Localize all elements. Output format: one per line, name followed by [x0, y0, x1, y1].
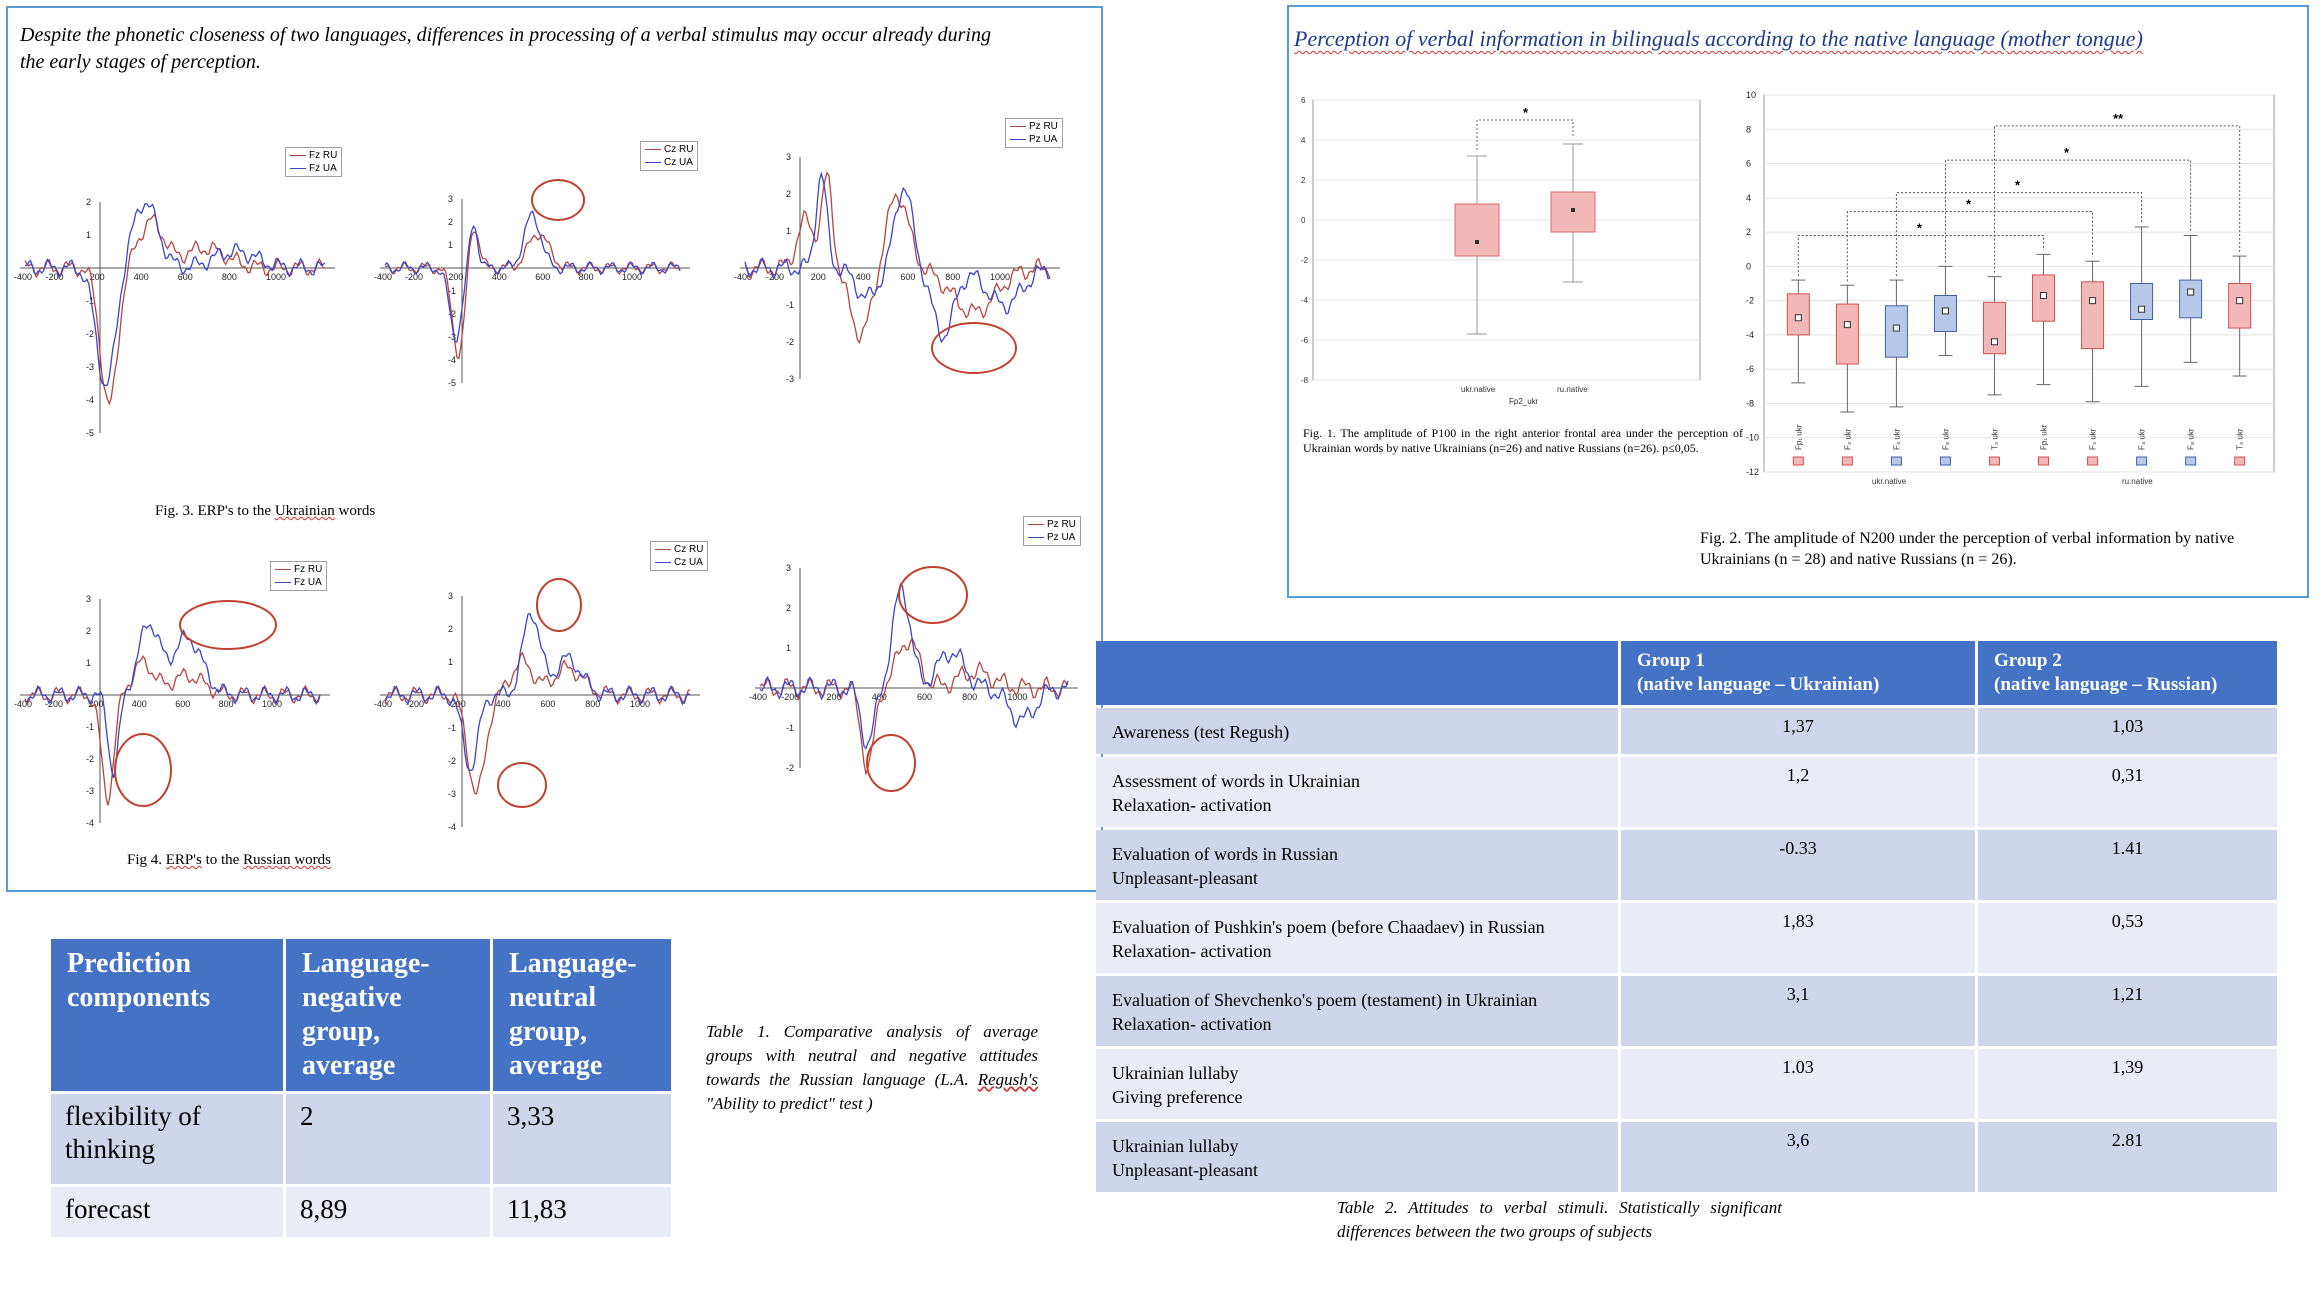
legend-label: Pz RU [1047, 519, 1076, 530]
table-row [1096, 903, 2277, 973]
caption-text: Russian words [243, 852, 331, 868]
box [2131, 284, 2153, 320]
table-row [51, 1187, 671, 1237]
y-tick-label: 1 [786, 643, 792, 653]
x-tick-label: -200 [781, 692, 800, 702]
y-tick-label: -3 [86, 786, 95, 796]
x-tick-label: 600 [900, 272, 916, 282]
highlight-circle [899, 567, 967, 623]
caption-text: to the [201, 852, 244, 868]
y-tick-label: 3 [448, 591, 454, 601]
y-tick-label: -4 [448, 822, 457, 832]
x-tick-label: 400 [871, 692, 887, 702]
median-marker [2139, 306, 2145, 312]
erp-legend-fz-rus [270, 561, 327, 591]
y-tick-label: -3 [448, 332, 457, 342]
legend-swatch-ru [1010, 126, 1026, 127]
box [2229, 284, 2251, 329]
group-label: ukr.native [1871, 477, 1907, 486]
box [1836, 304, 1858, 364]
y-tick-label: -1 [786, 300, 795, 310]
erp-legend-cz-ukr [640, 141, 698, 171]
y-tick-label: 8 [1746, 124, 1752, 135]
x-tick-label: -400 [374, 699, 393, 709]
median-marker [2188, 289, 2194, 295]
y-tick-label: -12 [1746, 467, 1760, 477]
x-tick-label: 1000 [630, 699, 651, 709]
erp-series-ru [385, 232, 680, 358]
y-tick-label: -1 [786, 723, 795, 733]
legend-swatch-ru [1028, 524, 1044, 525]
legend-swatch [1989, 457, 1999, 465]
table-cell: 1,83 [1621, 903, 1975, 973]
y-tick-label: -4 [86, 818, 95, 828]
y-tick-label: 6 [1746, 158, 1752, 169]
x-axis-title: Fp2_ukr [1509, 397, 1539, 406]
x-tick-label: Fp₁ ukr [1794, 424, 1804, 450]
x-tick-label: 1000 [1007, 692, 1028, 702]
legend-swatch [1891, 457, 1901, 465]
erp-series-ru [25, 215, 325, 404]
y-tick-label: 2 [86, 626, 92, 636]
y-tick-label: 2 [786, 189, 792, 199]
legend-swatch-ua [1010, 139, 1026, 140]
median-marker [2237, 298, 2243, 304]
x-tick-label: 800 [945, 272, 961, 282]
highlight-circle [532, 180, 584, 220]
median-marker [1571, 208, 1575, 212]
legend-swatch [2137, 457, 2147, 465]
table-row [1096, 976, 2277, 1046]
table-cell: 0,53 [1978, 903, 2277, 973]
y-tick-label: 1 [86, 230, 92, 240]
legend-label: Cz RU [674, 544, 704, 555]
x-tick-label: 600 [535, 272, 551, 282]
y-tick-label: 3 [786, 563, 792, 573]
erp-series-ru [385, 653, 690, 794]
table-cell: 2.81 [1978, 1122, 2277, 1192]
table1-header-cell: Language-neutral group, average [493, 939, 671, 1091]
highlight-circle [498, 763, 546, 807]
table1-header-cell: Language-negative group, average [286, 939, 490, 1091]
caption-text: "Ability to predict" test ) [706, 1094, 873, 1113]
y-tick-label: 0 [1301, 216, 1306, 225]
x-tick-label: 800 [962, 692, 978, 702]
median-marker [2090, 298, 2096, 304]
legend-label: Pz RU [1029, 121, 1058, 132]
caption-text: Table 1. Comparative analysis of average groups with neutral and negative attitudes towards the Russian language (L.A. [706, 1022, 1038, 1089]
right-panel-title: Perception of verbal information in bilinguals according to the native language (mother tongue) [1294, 26, 2143, 51]
caption-text: ERP's [165, 852, 202, 868]
significance-star: * [1916, 220, 1922, 236]
y-tick-label: 0 [1746, 261, 1752, 272]
intro-text: Despite the phonetic closeness of two languages, differences in processing of a verbal stimulus may occur already during the early stages of perception. [20, 24, 991, 73]
erp-series-ua [385, 614, 690, 771]
legend-swatch-ru [655, 549, 671, 550]
x-tick-label: F₈ ukr [1941, 428, 1951, 450]
plot-frame [1313, 100, 1700, 380]
significance-star: ** [2113, 110, 2124, 126]
x-tick-label: F₃ ukr [1843, 428, 1853, 450]
y-tick-label: 3 [786, 152, 792, 162]
table-cell: Evaluation of words in Russian Unpleasant-pleasant [1096, 830, 1618, 900]
x-tick-label: T₃ ukr [1990, 428, 2000, 450]
table-cell: 1.41 [1978, 830, 2277, 900]
legend-label: Fz RU [294, 564, 323, 575]
table2-header-cell: Group 1 (native language – Ukrainian) [1621, 641, 1975, 705]
median-marker [1991, 339, 1997, 345]
highlight-circle [180, 601, 276, 649]
y-tick-label: -2 [786, 763, 795, 773]
x-tick-label: 400 [133, 272, 149, 282]
median-marker [1795, 315, 1801, 321]
y-tick-label: 2 [1301, 176, 1306, 185]
table-cell: 3,1 [1621, 976, 1975, 1046]
significance-star: * [2064, 145, 2070, 161]
table2-header-cell [1096, 641, 1618, 705]
fig3-caption [155, 503, 375, 520]
table-cell: 2 [286, 1094, 490, 1184]
legend-swatch-ru [290, 155, 306, 156]
table1-header-cell: Prediction components [51, 939, 283, 1091]
y-tick-label: -5 [448, 378, 457, 388]
y-tick-label: -2 [86, 329, 95, 339]
table2-header-cell: Group 2 (native language – Russian) [1978, 641, 2277, 705]
y-tick-label: 3 [86, 594, 92, 604]
table1 [48, 936, 674, 1240]
significance-star: * [1965, 196, 1972, 212]
erp-chart-fz-rus [14, 594, 330, 828]
x-tick-label: 600 [540, 699, 556, 709]
legend-swatch-ua [1028, 537, 1044, 538]
table-row [1096, 830, 2277, 900]
legend-swatch-ua [290, 168, 306, 169]
fig4-caption [127, 852, 331, 869]
erp-series-ua [760, 584, 1068, 748]
x-tick-label: 800 [218, 699, 234, 709]
y-tick-label: -2 [448, 309, 457, 319]
erp-chart-cz-rus [374, 579, 700, 832]
y-tick-label: 4 [1746, 192, 1752, 203]
table-cell: 8,89 [286, 1187, 490, 1237]
x-tick-label: -400 [14, 272, 33, 282]
caption-text: Ukrainian [274, 503, 335, 519]
table-cell: Evaluation of Shevchenko's poem (testament) in Ukrainian Relaxation- activation [1096, 976, 1618, 1046]
y-tick-label: 2 [448, 624, 454, 634]
x-tick-label: -400 [734, 272, 753, 282]
table-cell: 1,37 [1621, 708, 1975, 754]
table-cell: 1,39 [1978, 1049, 2277, 1119]
table-row [1096, 708, 2277, 754]
box [1983, 302, 2005, 353]
x-tick-label: 200 [448, 272, 464, 282]
legend-label: Fz UA [294, 577, 322, 588]
y-tick-label: 10 [1746, 90, 1757, 100]
box [2180, 280, 2202, 318]
y-tick-label: -2 [1746, 295, 1755, 306]
x-tick-label: 200 [450, 699, 466, 709]
x-tick-label: 800 [585, 699, 601, 709]
legend-swatch [2039, 457, 2049, 465]
caption-text: Fig. 3. ERP's to the [155, 503, 275, 519]
erp-chart-cz-ukr [374, 180, 690, 388]
y-tick-label: -3 [448, 789, 457, 799]
highlight-circle [932, 323, 1016, 373]
median-marker [1942, 308, 1948, 314]
y-tick-label: -1 [448, 286, 457, 296]
x-tick-label: 200 [88, 699, 104, 709]
x-tick-label: 800 [221, 272, 237, 282]
erp-legend-cz-rus [650, 541, 708, 571]
table-cell: 1,2 [1621, 757, 1975, 827]
x-tick-label: 1000 [262, 699, 283, 709]
x-tick-label: 400 [491, 272, 507, 282]
legend-label: Cz RU [664, 144, 694, 155]
table1-header [51, 939, 671, 1091]
erp-legend-pz-ukr [1005, 118, 1063, 148]
legend-swatch [1842, 457, 1852, 465]
legend-label: Pz UA [1029, 134, 1058, 145]
y-tick-label: -8 [1301, 376, 1309, 385]
y-tick-label: 1 [448, 657, 454, 667]
x-tick-label: F₃ ukr [2088, 428, 2098, 450]
legend-label: Cz UA [664, 157, 693, 168]
y-tick-label: -2 [448, 756, 457, 766]
x-tick-label: -200 [406, 699, 425, 709]
erp-chart-fz-ukr [14, 197, 335, 438]
fig2-caption: Fig. 2. The amplitude of N200 under the perception of verbal information by native Ukrainians (n = 28) and native Russians (n = 26). [1700, 530, 2235, 568]
table-cell: Evaluation of Pushkin's poem (before Chaadaev) in Russian Relaxation- activation [1096, 903, 1618, 973]
x-tick-label: -400 [374, 272, 393, 282]
highlight-circle [537, 579, 581, 631]
y-tick-label: -4 [86, 395, 95, 405]
x-tick-label: F₄ ukr [1892, 428, 1902, 450]
x-tick-label: 200 [826, 692, 842, 702]
legend-swatch-ru [275, 569, 291, 570]
y-tick-label: 3 [448, 194, 454, 204]
median-marker [2041, 292, 2047, 298]
y-tick-label: 2 [86, 197, 92, 207]
legend-label: Cz UA [674, 557, 703, 568]
y-tick-label: -6 [1301, 336, 1309, 345]
legend-swatch [1793, 457, 1803, 465]
y-tick-label: -5 [86, 428, 95, 438]
erp-legend-pz-rus [1023, 516, 1081, 546]
x-tick-label: ukr.native [1461, 385, 1496, 394]
significance-star: * [1523, 105, 1529, 120]
x-tick-label: 400 [495, 699, 511, 709]
erp-figures [0, 0, 1110, 900]
y-tick-label: -8 [1746, 398, 1755, 409]
fig1-caption: Fig. 1. The amplitude of P100 in the right anterior frontal area under the perception of Ukrainian words by native Ukrainians (n=26) and native Russians (n=26). p≤0,05. [1303, 426, 1743, 455]
x-tick-label: -200 [45, 699, 64, 709]
x-tick-label: 1000 [990, 272, 1011, 282]
legend-label: Pz UA [1047, 532, 1076, 543]
x-tick-label: 1000 [622, 272, 643, 282]
x-tick-label: -200 [45, 272, 64, 282]
legend-swatch [2088, 457, 2098, 465]
y-tick-label: -1 [86, 296, 95, 306]
y-tick-label: -4 [1746, 329, 1755, 340]
y-tick-label: 2 [1746, 227, 1752, 238]
table-cell: Assessment of words in Ukrainian Relaxation- activation [1096, 757, 1618, 827]
y-tick-label: -2 [786, 337, 795, 347]
table-cell: 1.03 [1621, 1049, 1975, 1119]
x-tick-label: 1000 [266, 272, 287, 282]
legend-swatch-ua [655, 562, 671, 563]
x-tick-label: 400 [131, 699, 147, 709]
y-tick-label: 1 [448, 240, 454, 250]
y-tick-label: -3 [786, 374, 795, 384]
table-row [1096, 1122, 2277, 1192]
y-tick-label: -10 [1746, 432, 1760, 443]
table-cell: 3,33 [493, 1094, 671, 1184]
highlight-circle [115, 734, 171, 806]
x-tick-label: 400 [855, 272, 871, 282]
x-tick-label: Fp₁ ukr [2039, 424, 2049, 450]
fig2-boxplot [1746, 90, 2274, 486]
legend-swatch-ua [275, 582, 291, 583]
box [1455, 204, 1499, 256]
table-cell: flexibility of thinking [51, 1094, 283, 1184]
table-row [51, 1094, 671, 1184]
y-tick-label: -3 [86, 362, 95, 372]
table-cell: Awareness (test Regush) [1096, 708, 1618, 754]
y-tick-label: -6 [1746, 364, 1755, 375]
table-row [1096, 757, 2277, 827]
y-tick-label: 2 [786, 603, 792, 613]
y-tick-label: 6 [1301, 96, 1306, 105]
median-marker [1893, 325, 1899, 331]
table2-caption: Table 2. Attitudes to verbal stimuli. Statistically significant differences between the two groups of subjects [1337, 1198, 1782, 1241]
x-tick-label: 800 [578, 272, 594, 282]
table-cell: forecast [51, 1187, 283, 1237]
table-cell: Ukrainian lullaby Unpleasant-pleasant [1096, 1122, 1618, 1192]
legend-swatch-ru [645, 149, 661, 150]
y-tick-label: -4 [448, 355, 457, 365]
x-tick-label: ru.native [1557, 385, 1588, 394]
table-cell: 11,83 [493, 1187, 671, 1237]
x-tick-label: -400 [14, 699, 33, 709]
box [2082, 282, 2104, 349]
y-tick-label: -2 [1301, 256, 1309, 265]
y-tick-label: -2 [86, 754, 95, 764]
legend-label: Fz RU [309, 150, 338, 161]
highlight-circle [867, 735, 915, 791]
significance-star: * [2015, 177, 2021, 193]
x-tick-label: F₈ ukr [2186, 428, 2196, 450]
legend-swatch [1940, 457, 1950, 465]
table-cell: 3,6 [1621, 1122, 1975, 1192]
x-tick-label: -200 [405, 272, 424, 282]
erp-series-ru [25, 656, 320, 805]
table2-header [1096, 641, 2277, 705]
x-tick-label: 200 [810, 272, 826, 282]
caption-text: Fig 4. [127, 852, 166, 868]
x-tick-label: 600 [916, 692, 932, 702]
y-tick-label: 1 [786, 226, 792, 236]
x-tick-label: -400 [749, 692, 768, 702]
legend-swatch [2235, 457, 2245, 465]
x-tick-label: T₃ ukr [2235, 428, 2245, 450]
erp-chart-pz-rus [749, 563, 1078, 791]
table-cell: 1,21 [1978, 976, 2277, 1046]
y-tick-label: -4 [1301, 296, 1309, 305]
x-tick-label: 600 [175, 699, 191, 709]
table-cell: -0.33 [1621, 830, 1975, 900]
y-tick-label: -1 [86, 722, 95, 732]
y-tick-label: 2 [448, 217, 454, 227]
x-tick-label: 200 [89, 272, 105, 282]
table-cell: 1,03 [1978, 708, 2277, 754]
legend-swatch-ua [645, 162, 661, 163]
median-marker [1844, 322, 1850, 328]
caption-text: words [334, 503, 376, 519]
caption-text: Regush's [977, 1070, 1038, 1089]
table1-caption [706, 1020, 1038, 1116]
x-tick-label: 600 [177, 272, 193, 282]
y-tick-label: -1 [448, 723, 457, 733]
legend-label: Fz UA [309, 163, 337, 174]
median-marker [1475, 240, 1479, 244]
table-cell: 0,31 [1978, 757, 2277, 827]
y-tick-label: 1 [86, 658, 92, 668]
table2 [1093, 638, 2280, 1195]
erp-chart-pz-ukr [734, 152, 1060, 384]
legend-swatch [2186, 457, 2196, 465]
group-label: ru.native [2121, 477, 2153, 486]
y-tick-label: 4 [1301, 136, 1306, 145]
table-row [1096, 1049, 2277, 1119]
x-tick-label: F₄ ukr [2137, 428, 2147, 450]
erp-legend-fz-ukr [285, 147, 342, 177]
erp-series-ua [25, 204, 325, 386]
fig1-boxplot [1301, 96, 1700, 406]
x-tick-label: -200 [766, 272, 785, 282]
table-cell: Ukrainian lullaby Giving preference [1096, 1049, 1618, 1119]
